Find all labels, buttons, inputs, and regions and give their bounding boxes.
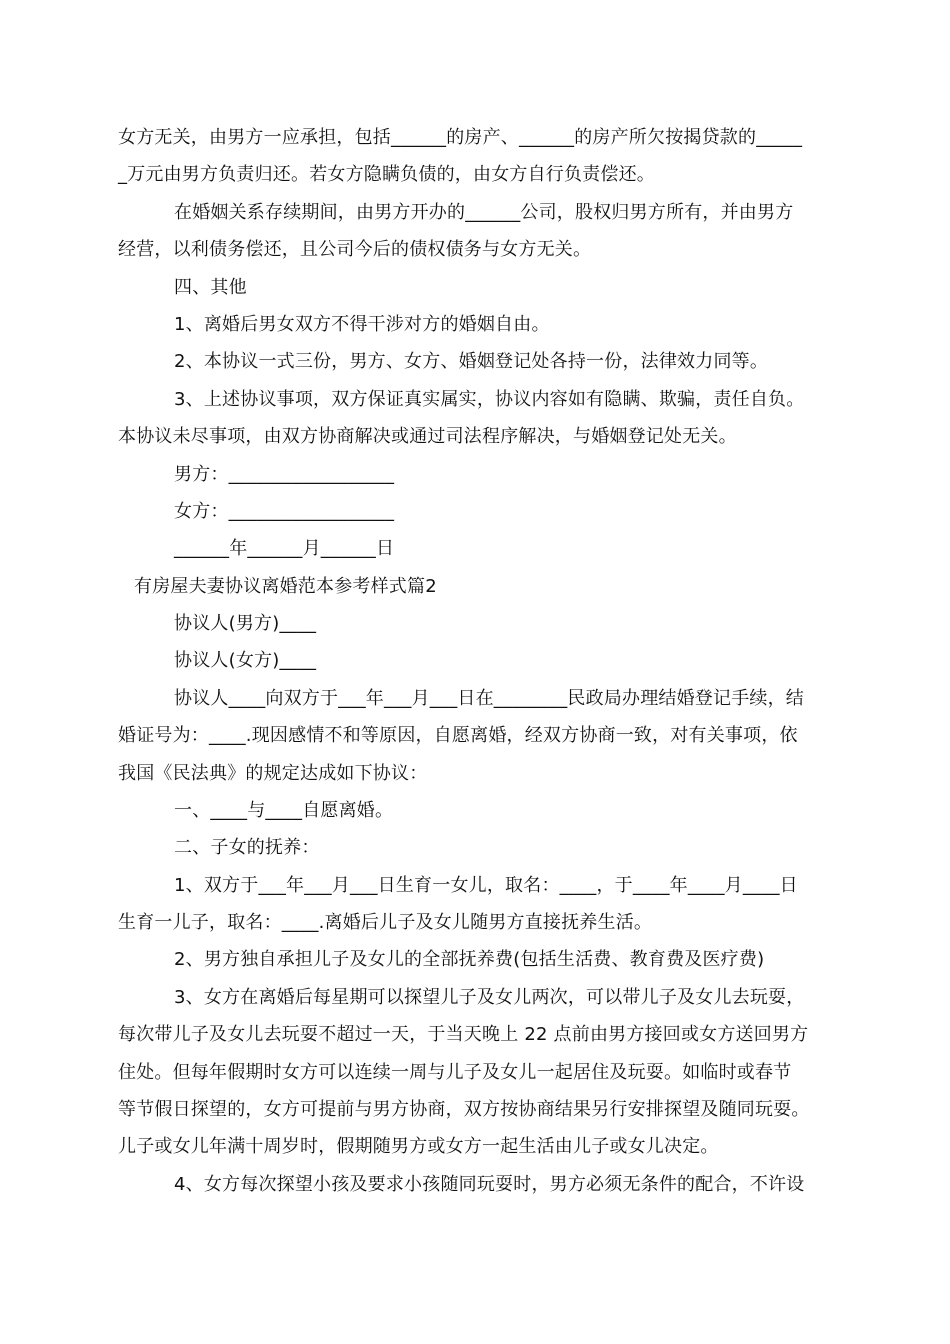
paragraph-line: 3、女方在离婚后每星期可以探望儿子及女儿两次，可以带儿子及女儿去玩耍， xyxy=(174,987,805,1008)
section-heading-children: 二、子女的抚养： xyxy=(174,837,320,858)
paragraph-line: 1、离婚后男女双方不得干涉对方的婚姻自由。 xyxy=(174,314,550,335)
paragraph-line: 住处。但每年假期时女方可以连续一周与儿子及女儿一起居住及玩耍。如临时或春节 xyxy=(118,1062,792,1083)
paragraph-line: 4、女方每次探望小孩及要求小孩随同玩耍时，男方必须无条件的配合，不许设 xyxy=(174,1174,805,1195)
paragraph-line: 一、____与____自愿离婚。 xyxy=(174,800,394,821)
paragraph-line: 经营，以利债务偿还，且公司今后的债权债务与女方无关。 xyxy=(118,239,592,260)
paragraph-line: 女方无关，由男方一应承担，包括______的房产、______的房产所欠按揭贷款的_____ xyxy=(118,127,803,148)
article-title: 有房屋夫妻协议离婚范本参考样式篇2 xyxy=(134,576,437,597)
section-heading-other: 四、其他 xyxy=(174,277,247,298)
paragraph-line: 2、本协议一式三份，男方、女方、婚姻登记处各持一份，法律效力同等。 xyxy=(174,351,769,372)
signature-male-line: 男方：__________________ xyxy=(174,464,395,485)
paragraph-line: 协议人____向双方于___年___月___日在________民政局办理结婚登记手续，结 xyxy=(174,688,804,709)
signature-female-line: 女方：__________________ xyxy=(174,501,395,522)
paragraph-line: 本协议未尽事项，由双方协商解决或通过司法程序解决，与婚姻登记处无关。 xyxy=(118,426,737,447)
party-male-line: 协议人(男方)____ xyxy=(174,613,317,634)
paragraph-line: 婚证号为：____.现因感情不和等原因，自愿离婚，经双方协商一致，对有关事项，依 xyxy=(118,725,798,746)
paragraph-line: 生育一儿子，取名：____.离婚后儿子及女儿随男方直接抚养生活。 xyxy=(118,912,653,933)
paragraph-line: 在婚姻关系存续期间，由男方开办的______公司，股权归男方所有，并由男方 xyxy=(174,202,794,223)
paragraph-line: 我国《民法典》的规定达成如下协议： xyxy=(118,763,428,784)
party-female-line: 协议人(女方)____ xyxy=(174,650,317,671)
paragraph-line: 每次带儿子及女儿去玩耍不超过一天，于当天晚上 22 点前由男方接回或女方送回男方 xyxy=(118,1024,809,1045)
paragraph-line: 3、上述协议事项，双方保证真实属实，协议内容如有隐瞒、欺骗，责任自负。 xyxy=(174,389,805,410)
paragraph-line: 等节假日探望的，女方可提前与男方协商，双方按协商结果另行安排探望及随同玩耍。 xyxy=(118,1099,810,1120)
paragraph-line: _万元由男方负责归还。若女方隐瞒负债的，由女方自行负责偿还。 xyxy=(118,164,655,185)
date-line: ______年______月______日 xyxy=(174,538,395,559)
paragraph-line: 2、男方独自承担儿子及女儿的全部抚养费(包括生活费、教育费及医疗费) xyxy=(174,949,765,970)
paragraph-line: 儿子或女儿年满十周岁时，假期随男方或女方一起生活由儿子或女儿决定。 xyxy=(118,1136,719,1157)
paragraph-line: 1、双方于___年___月___日生育一女儿，取名：____，于____年____月____日 xyxy=(174,875,798,896)
